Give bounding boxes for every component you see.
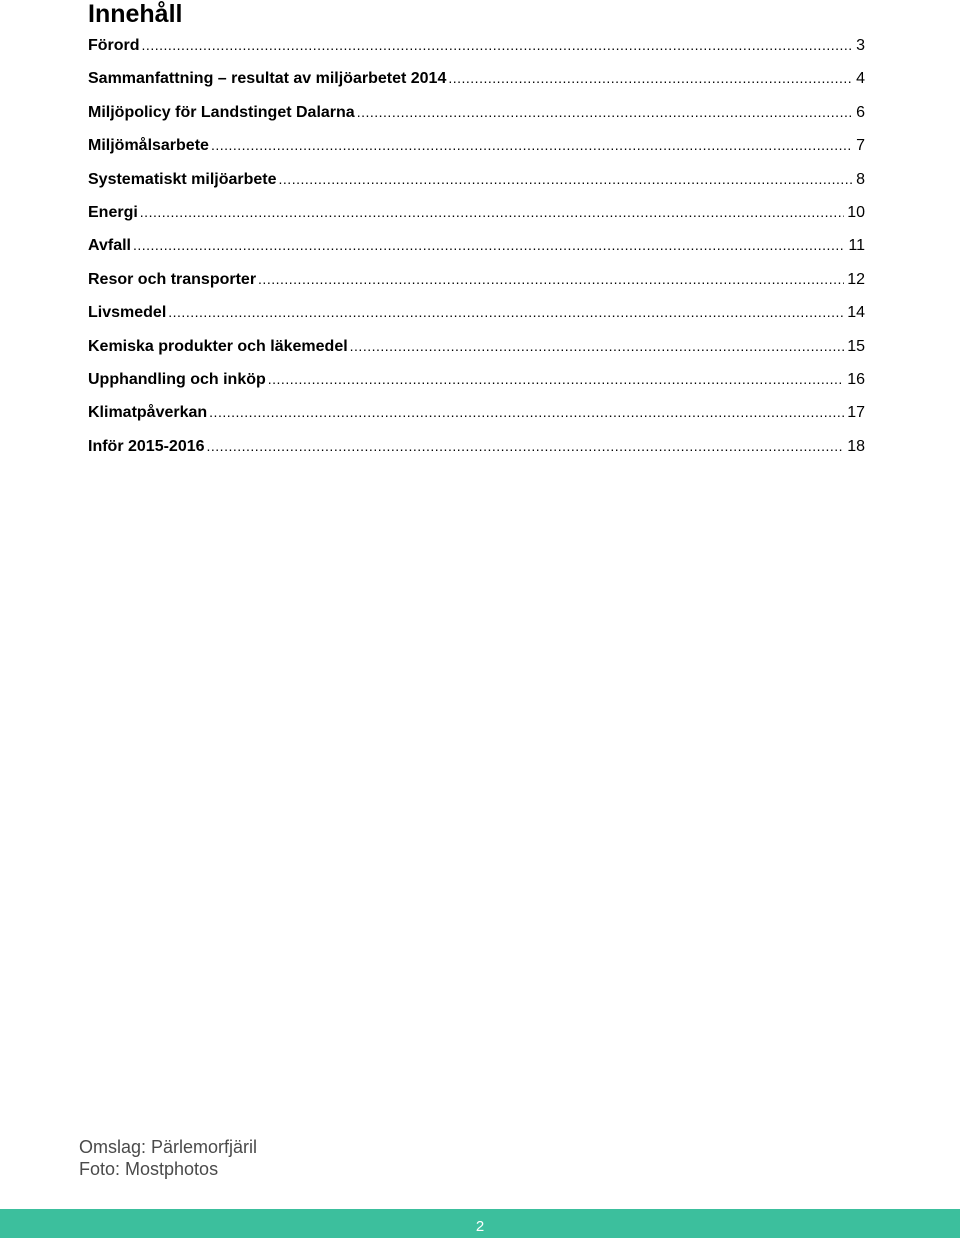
toc-entry-label: Systematiskt miljöarbete xyxy=(88,170,277,188)
toc-entry-forord[interactable] xyxy=(88,33,865,66)
toc-entry-page: 14 xyxy=(847,304,865,322)
toc-entry-miljomalsarbete[interactable] xyxy=(88,133,865,166)
toc-entry-label: Avfall xyxy=(88,237,131,255)
toc-dot-leader xyxy=(350,334,845,358)
toc-dot-leader xyxy=(142,33,854,57)
toc-dot-leader xyxy=(168,300,844,324)
toc-entry-page: 8 xyxy=(856,170,865,188)
toc-dot-leader xyxy=(357,100,853,124)
toc-entry-label: Livsmedel xyxy=(88,304,167,322)
toc-entry-label: Inför 2015-2016 xyxy=(88,437,205,455)
toc-entry-label: Klimatpåverkan xyxy=(88,404,208,422)
toc-entry-upphandling-och-inkop[interactable] xyxy=(88,367,865,400)
toc-entry-resor-och-transporter[interactable] xyxy=(88,267,865,300)
toc-entry-systematiskt-miljoarbete[interactable] xyxy=(88,167,865,200)
page-title: Innehåll xyxy=(88,0,183,28)
toc-dot-leader xyxy=(268,367,844,391)
toc-entry-page: 16 xyxy=(847,370,865,388)
toc-dot-leader xyxy=(448,66,853,90)
toc-entry-infor-2015-2016[interactable] xyxy=(88,434,865,467)
table-of-contents xyxy=(88,33,865,467)
toc-entry-page: 7 xyxy=(856,137,865,155)
toc-entry-page: 3 xyxy=(856,37,865,54)
toc-entry-page: 11 xyxy=(848,237,865,255)
toc-entry-page: 17 xyxy=(847,404,865,422)
toc-entry-page: 6 xyxy=(856,103,865,121)
toc-dot-leader xyxy=(209,400,844,424)
footer-page-number: 2 xyxy=(475,1218,485,1235)
toc-entry-label: Sammanfattning – resultat av miljöarbetet 2014 xyxy=(88,70,447,88)
toc-dot-leader xyxy=(258,267,844,291)
toc-entry-page: 4 xyxy=(856,70,865,88)
toc-entry-label: Resor och transporter xyxy=(88,270,257,288)
toc-dot-leader xyxy=(279,167,854,191)
toc-entry-label: Förord xyxy=(88,37,140,54)
toc-dot-leader xyxy=(140,200,844,224)
toc-entry-label: Kemiska produkter och läkemedel xyxy=(88,337,348,355)
toc-entry-page: 15 xyxy=(847,337,865,355)
toc-entry-klimatpaverkan[interactable] xyxy=(88,400,865,433)
cover-credit xyxy=(79,1136,257,1180)
toc-entry-page: 18 xyxy=(847,437,865,455)
toc-entry-avfall[interactable] xyxy=(88,233,865,266)
toc-entry-label: Upphandling och inköp xyxy=(88,370,266,388)
cover-caption: Omslag: Pärlemorfjäril xyxy=(79,1137,258,1157)
toc-entry-label: Miljömålsarbete xyxy=(88,137,209,155)
toc-entry-page: 10 xyxy=(847,203,865,221)
toc-entry-miljopolicy[interactable] xyxy=(88,100,865,133)
toc-entry-kemiska-produkter[interactable] xyxy=(88,334,865,367)
photo-credit: Foto: Mostphotos xyxy=(79,1159,219,1179)
toc-dot-leader xyxy=(207,434,845,458)
toc-entry-label: Energi xyxy=(88,203,138,221)
toc-entry-energi[interactable] xyxy=(88,200,865,233)
toc-entry-sammanfattning[interactable] xyxy=(88,66,865,99)
toc-entry-label: Miljöpolicy för Landstinget Dalarna xyxy=(88,103,355,121)
toc-dot-leader xyxy=(133,233,845,257)
toc-entry-livsmedel[interactable] xyxy=(88,300,865,333)
footer-bar xyxy=(0,1209,960,1238)
toc-dot-leader xyxy=(211,133,853,157)
toc-entry-page: 12 xyxy=(847,270,865,288)
